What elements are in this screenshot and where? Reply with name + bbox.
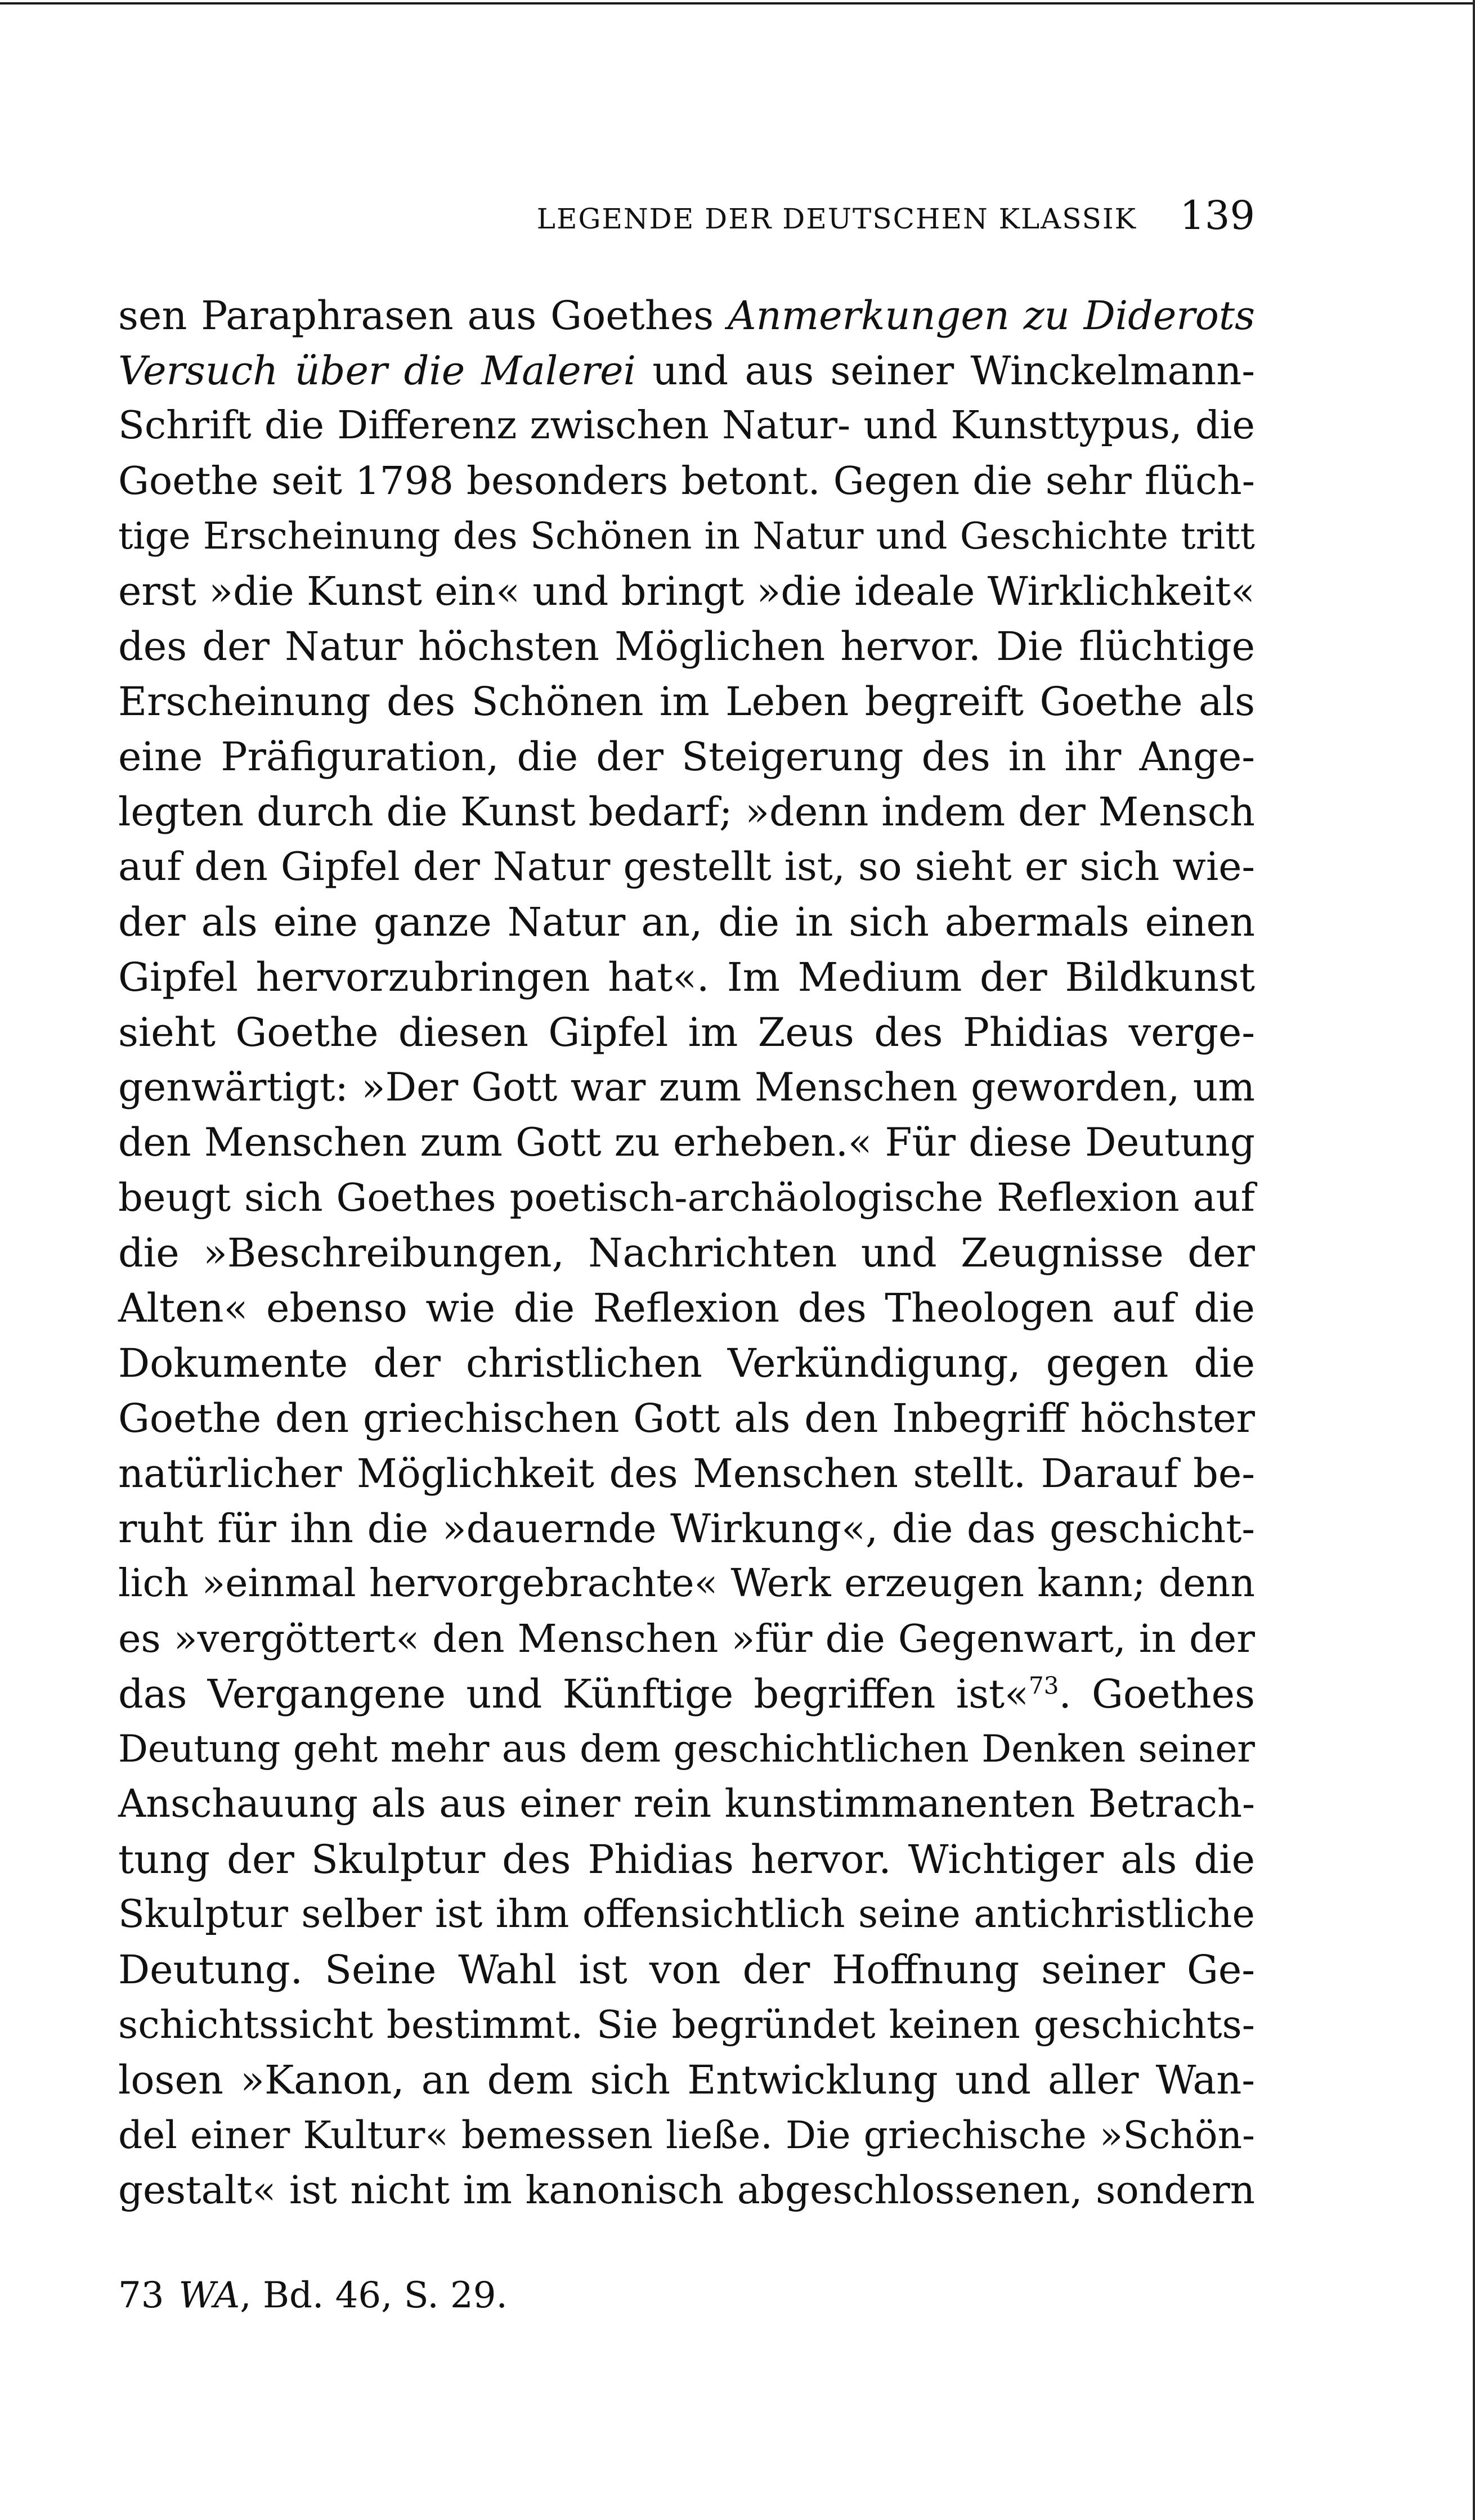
- text-line: legten durch die Kunst bedarf; »denn indem der Mensch: [118, 789, 1255, 835]
- text-segment: und aus seiner Winckelmann-: [652, 348, 1255, 394]
- text-line: den Menschen zum Gott zu erheben.« Für diese Deutung: [118, 1120, 1255, 1165]
- text-line: beugt sich Goethes poetisch-archäologische Reflexion auf: [118, 1175, 1255, 1220]
- text-line: Anschauung als aus einer rein kunstimmanenten Betrach-: [118, 1782, 1255, 1826]
- text-line: Alten« ebenso wie die Reflexion des Theologen auf die: [118, 1285, 1255, 1331]
- footnote-citation: , Bd. 46, S. 29.: [240, 2275, 508, 2316]
- text-line: [118, 288, 1255, 343]
- text-line: natürlicher Möglichkeit des Menschen stellt. Darauf be-: [118, 1450, 1255, 1497]
- text-line: Skulptur selber ist ihm offensichtlich seine antichristliche: [118, 1892, 1255, 1937]
- italic-title: Versuch über die Malerei: [118, 348, 636, 394]
- text-line: eine Präfiguration, die der Steigerung des in ihr Ange-: [118, 734, 1255, 780]
- text-segment: . Goethes: [1059, 1671, 1255, 1717]
- text-line: Goethe den griechischen Gott als den Inbegriff höchster: [118, 1395, 1255, 1441]
- text-line: lich »einmal hervorgebrachte« Werk erzeugen kann; denn: [118, 1561, 1255, 1606]
- text-line: del einer Kultur« bemessen ließe. Die griechische »Schön-: [118, 2113, 1255, 2157]
- text-line: genwärtigt: »Der Gott war zum Menschen geworden, um: [118, 1065, 1255, 1110]
- text-line: des der Natur höchsten Möglichen hervor. Die flüchtige: [118, 623, 1255, 670]
- text-line: Gipfel hervorzubringen hat«. Im Medium der Bildkunst: [118, 954, 1255, 1000]
- top-edge-rule: [0, 2, 1475, 5]
- text-line: auf den Gipfel der Natur gestellt ist, so sieht er sich wie-: [118, 844, 1255, 890]
- text-line: Dokumente der christlichen Verkündigung, gegen die: [118, 1340, 1255, 1386]
- text-line: der als eine ganze Natur an, die in sich abermals einen: [118, 899, 1255, 945]
- text-line: losen »Kanon, an dem sich Entwicklung und aller Wan-: [118, 2057, 1255, 2103]
- text-line: tung der Skulptur des Phidias hervor. Wichtiger als die: [118, 1836, 1255, 1883]
- text-segment: sen Paraphrasen aus Goethes: [118, 293, 714, 339]
- page-header: [118, 190, 1255, 241]
- text-line: tige Erscheinung des Schönen in Natur und Geschichte tritt: [118, 514, 1255, 558]
- text-line: schichtssicht bestimmt. Sie begründet keinen geschichts-: [118, 2002, 1255, 2047]
- text-line: [118, 1666, 1255, 1722]
- footnote-source-abbreviation: WA: [178, 2275, 240, 2316]
- body-text: [118, 288, 1255, 2218]
- text-line: Deutung. Seine Wahl ist von der Hoffnung seiner Ge-: [118, 1947, 1255, 1993]
- running-title: LEGENDE DER DEUTSCHEN KLASSIK: [536, 203, 1137, 235]
- text-line: die »Beschreibungen, Nachrichten und Zeugnisse der: [118, 1230, 1255, 1276]
- text-line: Goethe seit 1798 besonders betont. Gegen die sehr flüch-: [118, 459, 1255, 504]
- text-line: erst »die Kunst ein« und bringt »die ideale Wirklichkeit«: [118, 568, 1255, 614]
- text-line: sieht Goethe diesen Gipfel im Zeus des Phidias verge-: [118, 1009, 1255, 1055]
- text-line: gestalt« ist nicht im kanonisch abgeschlossenen, sondern: [118, 2168, 1255, 2213]
- text-line: [118, 343, 1255, 398]
- footnote-number: 73: [118, 2275, 164, 2316]
- text-segment: das Vergangene und Künftige begriffen ist«: [118, 1671, 1029, 1717]
- italic-title: Anmerkungen zu Diderots: [728, 293, 1255, 339]
- footnote-reference: 73: [1029, 1672, 1059, 1700]
- page-number: 139: [1180, 192, 1255, 239]
- text-line: Schrift die Differenz zwischen Natur- und Kunsttypus, die: [118, 403, 1255, 448]
- text-line: ruht für ihn die »dauernde Wirkung«, die das geschicht-: [118, 1506, 1255, 1552]
- footnote: [118, 2267, 1255, 2324]
- text-line: Deutung geht mehr aus dem geschichtlichen Denken seiner: [118, 1727, 1255, 1771]
- text-line: es »vergöttert« den Menschen »für die Gegenwart, in der: [118, 1616, 1255, 1661]
- text-line: Erscheinung des Schönen im Leben begreift Goethe als: [118, 679, 1255, 725]
- right-edge-rule: [1473, 0, 1475, 2520]
